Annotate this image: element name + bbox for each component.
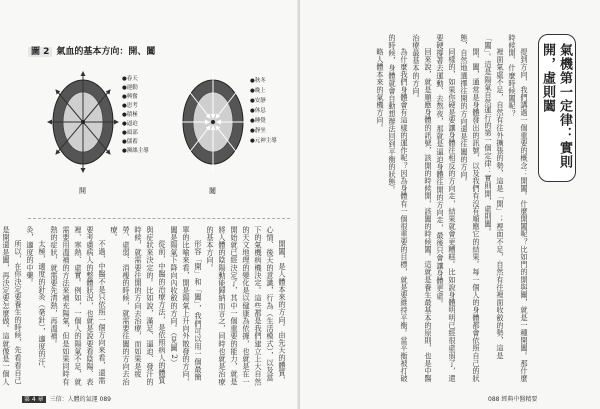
- open-legend: [122, 74, 149, 154]
- close-figure: [178, 72, 248, 172]
- close-legend-item: ●靜坐: [250, 128, 266, 134]
- left-body-text: [2, 226, 288, 386]
- book-title: 經典中醫精要: [501, 396, 538, 403]
- right-paragraph: 略人體本來的氣機方向。: [376, 48, 385, 132]
- right-body-text: [318, 34, 530, 384]
- chapter-label: 第 4 章: [24, 396, 44, 403]
- open-close-diagram: [28, 60, 290, 210]
- close-legend-item: ●晚上: [250, 88, 266, 94]
- left-paragraph: 所以，在你決定要養生的時候，先看看自己是開還是闔，再決定要怎麼做。這就像是一個人: [2, 226, 23, 386]
- open-legend-item: ●積極: [122, 112, 138, 118]
- open-legend-item: ●思考: [122, 103, 138, 109]
- right-paragraph: 裡面氣虛不足，自然有往外擴張的勢，這是「開」；裡面不足，自然有往裡面收斂的勢，這是「闔」。這是陽氣自然運行的第一個定律：實則開，虛則闔。: [484, 34, 505, 360]
- left-paragraph: 從前，中醫的治療方法，是依照病人的體質與症狀來決定的。比如說，滿足、逼迫、發汗的時候，就需要往開的方向去治療，而如果是疲勞、虛弱、消瘦的時候，就需要往闔的方向去治療。: [110, 226, 167, 386]
- right-paragraph: 為什麼我們身體會有這樣的運作呢？因為身體有一個很重要的目標，就是要維持平衡。當平衡被打破的時候，身體就會自動想辦法回到平衡的狀態。: [388, 34, 409, 383]
- open-legend-item: ●運動: [122, 85, 138, 91]
- diagram-svg: [28, 60, 290, 210]
- left-page-number: 089: [99, 396, 111, 403]
- right-paragraph: 回來說，就是順應身體的訊號，該開的時候開，該闔的時候闔。這就是養生最基本的原則，也是中醫治療最基本的方向。: [412, 34, 433, 383]
- open-legend-item: ●頭部: [122, 130, 138, 136]
- right-page-number: 088: [488, 396, 500, 403]
- close-legend-item: ●休息: [250, 108, 266, 114]
- left-paragraph: 太極，適度的針灸（毫針），適度的汗、灸，適度的中藥。: [26, 226, 47, 374]
- figure-number: 圖 2: [28, 47, 52, 57]
- open-legend-item: ●興奮: [122, 94, 138, 100]
- right-paragraph: 開、闔，通常是身體發出的訊號，以及我們有沒有順應它的結果。每一個人的身體都會依照自己的狀態，自然地選擇往開的方向還是往闔的方向。: [460, 34, 481, 383]
- left-paragraph: 形容「開」和「闔」，我們可以用一個最簡單的比喻來看，開是陽氣上升向外散發的方向，闔是陽氣下降向內收斂的方向。（見圖 2）: [170, 226, 203, 386]
- figure-title: [28, 44, 155, 57]
- left-paragraph: 開闔，是人體本來的方向。由先天的體質、心情、後天的意識，行為（生活模式），以及當下的氣機病機決定。這些都是我們建立上大自然的天文地理的變化是以健康為依據，也就是在一開始就已經決定了，其中一個重要的能力，就是將人體的陰陽動能歸納而言之，同時也就是治療的基本方向。: [206, 226, 287, 386]
- close-legend-item: ●安靜: [250, 98, 266, 104]
- close-caption: 闔: [209, 187, 216, 195]
- close-legend-item: ●睡覺: [250, 118, 266, 124]
- left-paragraph: 不過，中醫不是只依照一個方向來看，還需要考慮病人的整體狀況，也就是說要看陰陽、表裡、寒熱、虛實。例如，一個人的陽氣不足，就需要用溫補的方法來補充陽氣，但是如果同時有熱的症狀，就需要先清熱，再溫補。: [50, 226, 107, 386]
- figure-divider: [28, 218, 290, 219]
- close-legend-item: ●秋冬: [250, 78, 266, 84]
- right-footer: [488, 394, 537, 403]
- open-figure: [48, 72, 118, 172]
- open-legend-item: ●春天: [122, 76, 138, 82]
- right-paragraph: 同樣的，如果你硬是要讓身體往相反的方向走，結果就會更糟糕。比如說身體明明已經很虛弱了，還要硬撐著去運動、去熬夜，那就是逼迫身體往開的方向走，最後只會讓身體更虛。: [436, 34, 457, 383]
- close-legend-item: ●元神主導: [250, 138, 277, 144]
- section-heading: 氣機第一定律：實則開，虛則闔: [538, 34, 576, 182]
- section-label: 三信：人體的氣運: [49, 396, 98, 403]
- open-legend-item: ●瀕絲主導: [122, 148, 149, 154]
- figure-title-text: 氣血的基本方向：開、闔: [56, 47, 156, 57]
- right-paragraph: 提到方向，我們講過一個重要的概念：開闔。什麼開闔呢？比如門的開與關，就是一種開闔。那什麼時候開、什麼時候闔呢？: [508, 34, 529, 383]
- left-footer: [22, 394, 111, 403]
- open-legend-item: ●逼迫: [122, 121, 138, 127]
- open-caption: 開: [79, 187, 86, 195]
- close-legend: [250, 76, 277, 144]
- open-legend-item: ●儲蓄: [122, 139, 138, 145]
